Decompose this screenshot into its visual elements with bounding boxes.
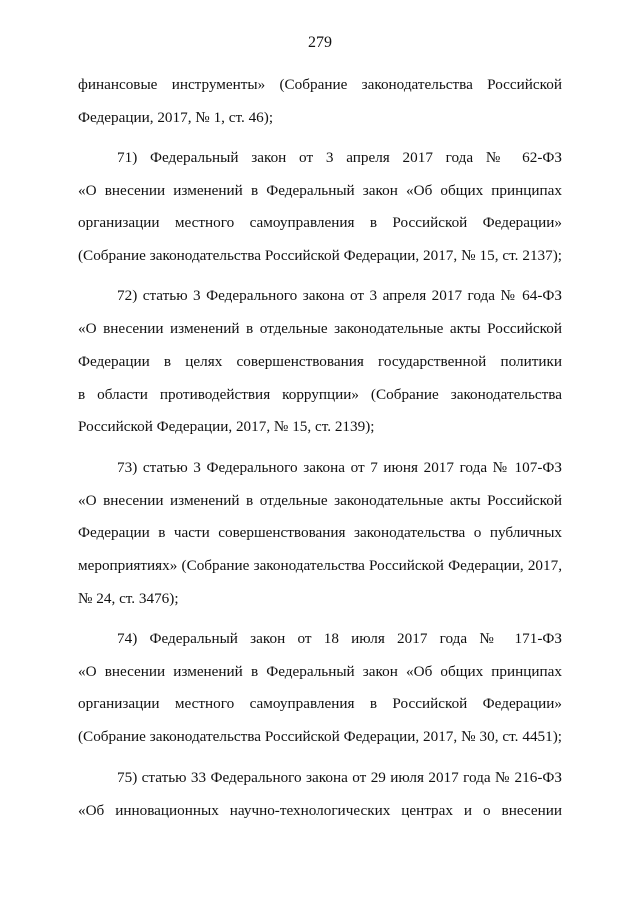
text-line: Российской Федерации, 2017, № 15, ст. 2139);: [78, 418, 375, 435]
text-line: «Об инновационных научно-технологических центрах и о внесении: [78, 802, 562, 819]
text-line: организации местного самоуправления в Российской Федерации»: [78, 214, 562, 231]
page-number: 279: [308, 34, 332, 51]
text-line: 71) Федеральный закон от 3 апреля 2017 года № 62-ФЗ: [117, 149, 562, 166]
text-line: № 24, ст. 3476);: [78, 590, 179, 607]
text-line: в области противодействия коррупции» (Собрание законодательства: [78, 386, 562, 403]
text-line: «О внесении изменений в отдельные законодательные акты Российской: [78, 320, 562, 337]
text-line: «О внесении изменений в отдельные законодательные акты Российской: [78, 492, 562, 509]
text-line: финансовые инструменты» (Собрание законодательства Российской: [78, 76, 562, 93]
text-line: (Собрание законодательства Российской Федерации, 2017, № 15, ст. 2137);: [78, 247, 562, 264]
text-line: организации местного самоуправления в Российской Федерации»: [78, 695, 562, 712]
text-line: «О внесении изменений в Федеральный закон «Об общих принципах: [78, 663, 562, 680]
text-line: «О внесении изменений в Федеральный закон «Об общих принципах: [78, 182, 562, 199]
text-line: 75) статью 33 Федерального закона от 29 июля 2017 года № 216-ФЗ: [117, 769, 562, 786]
text-line: 73) статью 3 Федерального закона от 7 июня 2017 года № 107-ФЗ: [117, 459, 562, 476]
text-line: мероприятиях» (Собрание законодательства Российской Федерации, 2017,: [78, 557, 562, 574]
text-line: (Собрание законодательства Российской Федерации, 2017, № 30, ст. 4451);: [78, 728, 562, 745]
text-line: 74) Федеральный закон от 18 июля 2017 года № 171-ФЗ: [117, 630, 562, 647]
text-line: Федерации, 2017, № 1, ст. 46);: [78, 109, 274, 126]
text-line: Федерации в целях совершенствования государственной политики: [78, 353, 562, 370]
text-line: 72) статью 3 Федерального закона от 3 апреля 2017 года № 64-ФЗ: [117, 287, 562, 304]
text-line: Федерации в части совершенствования законодательства о публичных: [78, 524, 562, 541]
